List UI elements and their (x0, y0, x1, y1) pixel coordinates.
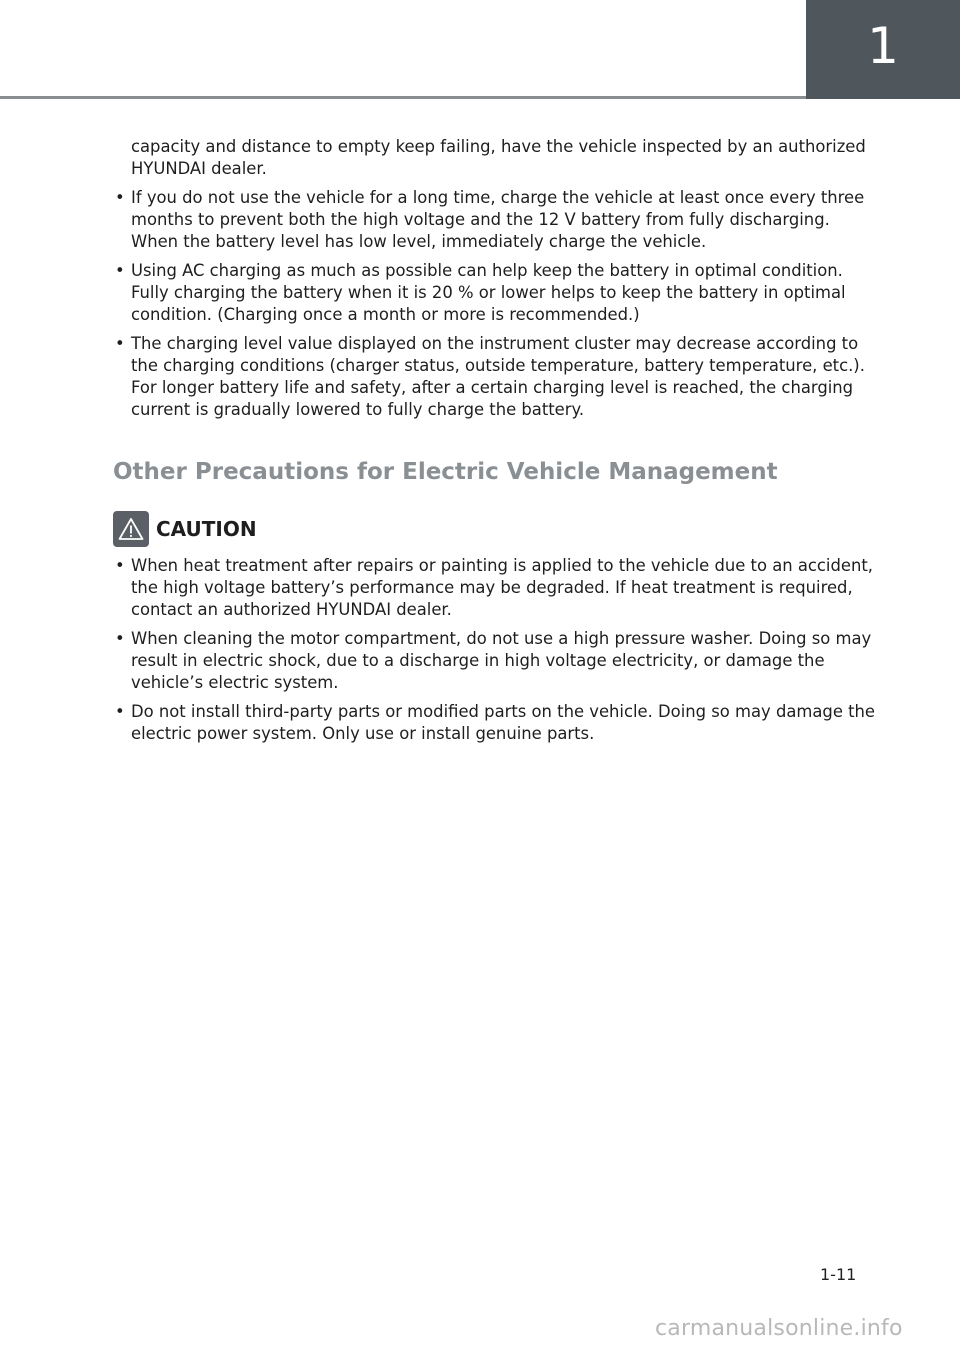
page-content (113, 136, 877, 752)
bullet-marker: • (115, 334, 125, 353)
list-item-text: When heat treatment after repairs or painting is applied to the vehicle due to an accident, the high voltage battery’s performance may be degraded. If heat treatment is required, contact an authorized HYUNDAI dealer. (131, 556, 874, 619)
caution-label: CAUTION (156, 517, 257, 541)
battery-care-list (113, 187, 877, 421)
bullet-marker: • (115, 629, 125, 648)
bullet-marker: • (115, 702, 125, 721)
list-item-text: When cleaning the motor compartment, do not use a high pressure washer. Doing so may result in electric shock, due to a discharge in high voltage electricity, or damage the vehicle’s electric system. (131, 629, 872, 692)
list-item-text: Do not install third-party parts or modified parts on the vehicle. Doing so may damage the electric power system. Only use or install genuine parts. (131, 702, 876, 743)
list-item-text: The charging level value displayed on the instrument cluster may decrease according to the charging conditions (charger status, outside temperature, battery temperature, etc.). For longer battery life and safety, after a certain charging level is reached, the charging current is gradually lowered to fully charge the battery. (131, 334, 865, 419)
page-number: 1-11 (820, 1265, 857, 1284)
list-item (113, 187, 877, 253)
list-item-text: Using AC charging as much as possible can help keep the battery in optimal condition. Fully charging the battery when it is 20 % or lower helps to keep the battery in optimal condition. (Charging once a month or more is recommended.) (131, 261, 846, 324)
list-item (113, 628, 877, 694)
section-title: Other Precautions for Electric Vehicle Management (113, 459, 778, 485)
intro-continuation: capacity and distance to empty keep failing, have the vehicle inspected by an authorized HYUNDAI dealer. (131, 137, 866, 178)
list-item (113, 701, 877, 745)
watermark: carmanualsonline.info (655, 1316, 903, 1341)
warning-triangle-icon (113, 511, 149, 547)
caution-list (113, 555, 877, 745)
bullet-marker: • (115, 556, 125, 575)
list-item-text: If you do not use the vehicle for a long time, charge the vehicle at least once every three months to prevent both the high voltage and the 12 V battery from fully discharging. When the battery level has low level, immediately charge the vehicle. (131, 188, 865, 251)
list-item (113, 555, 877, 621)
list-item (113, 333, 877, 421)
header-rule (0, 96, 806, 99)
bullet-marker: • (115, 188, 125, 207)
bullet-marker: • (115, 261, 125, 280)
chapter-tab (806, 0, 960, 99)
chapter-number: 1 (867, 16, 899, 75)
caution-header (113, 511, 877, 547)
list-item (113, 260, 877, 326)
